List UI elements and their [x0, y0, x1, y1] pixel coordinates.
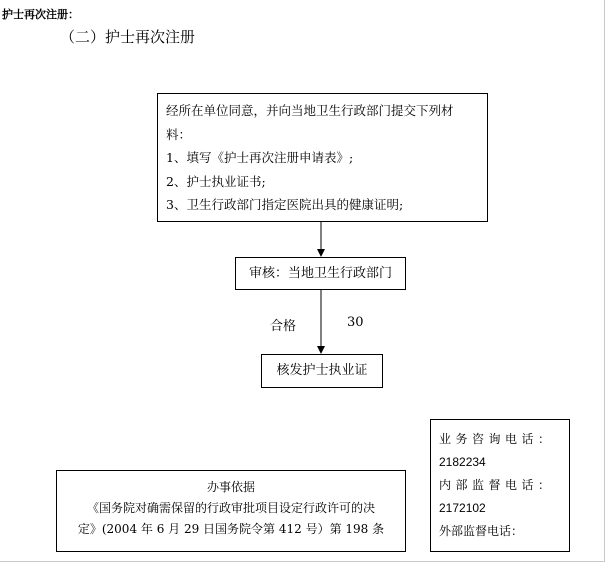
materials-line: 经所在单位同意，并向当地卫生行政部门提交下列材	[166, 103, 454, 118]
external-phone-label: 外部监督电话：	[439, 524, 524, 538]
pass-label: 合格	[270, 319, 297, 334]
basis-line: 《国务院对确需保留的行政审批项目设定行政许可的决	[86, 501, 375, 515]
basis-title: 办事依据	[206, 480, 255, 494]
materials-line: 料：	[166, 126, 192, 142]
days-label: 30	[347, 315, 364, 330]
section-subtitle: （二）护士再次注册	[60, 28, 196, 46]
basis-box	[56, 470, 406, 552]
consult-phone-label: 业务咨询电话：	[439, 432, 555, 446]
license-box: 核发护士执业证	[261, 354, 383, 388]
review-box: 审核：当地卫生行政部门	[235, 257, 406, 290]
internal-phone-number: 2172102	[439, 501, 486, 515]
materials-line: 2、护士执业证书;	[166, 173, 266, 189]
basis-line: 定》(2004 年 6 月 29 日国务院令第 412 号）第 198 条	[77, 522, 385, 536]
internal-phone-label: 内部监督电话：	[439, 478, 555, 492]
materials-line: 3、卫生行政部门指定医院出具的健康证明;	[166, 197, 404, 212]
materials-line: 1、填写《护士再次注册申请表》;	[166, 150, 354, 165]
phone-box	[430, 419, 570, 552]
consult-phone-number: 2182234	[439, 455, 486, 469]
page-heading: 护士再次注册：	[2, 9, 79, 21]
